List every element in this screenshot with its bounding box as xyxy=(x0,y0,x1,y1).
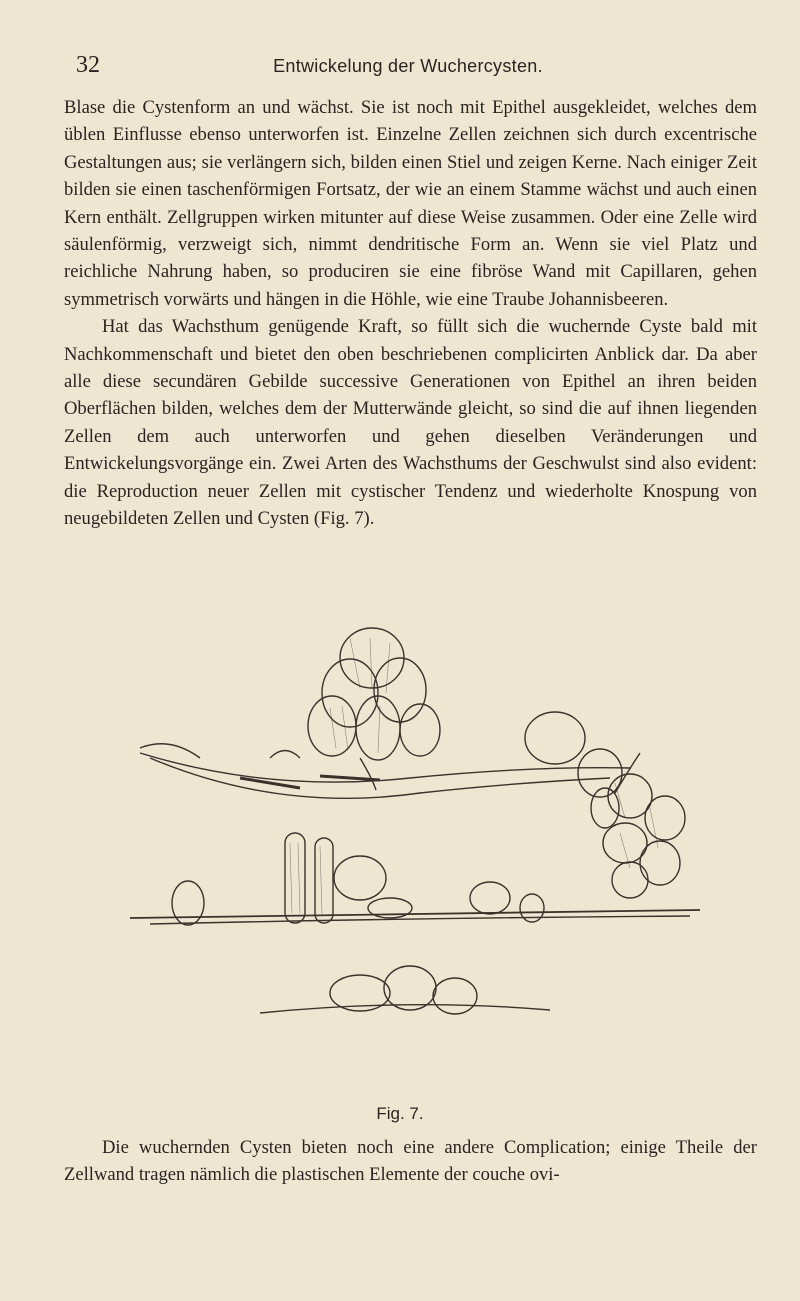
closing-text xyxy=(64,1134,757,1189)
paragraph-3: Die wuchernden Cysten bieten noch eine andere Complication; einige Theile der Zellwand tragen nämlich die plastischen Elemente der couche ovi- xyxy=(64,1137,757,1186)
page-number: 32 xyxy=(76,52,100,78)
figure-caption: Fig. 7. xyxy=(376,1104,424,1123)
body-text xyxy=(64,94,757,533)
running-title: Entwickelung der Wuchercysten. xyxy=(273,56,543,76)
paragraph-2: Hat das Wachsthum genügende Kraft, so füllt sich die wuchernde Cyste bald mit Nachkommenschaft und bietet den oben beschriebenen complicirten Anblick dar. Da aber alle diese secundären Gebilde successive Generationen von Epithel an ihren beiden Oberflächen bilden, welches dem der Mutterwände gleicht, so sind die auf ihnen liegenden Zellen dem auch unterworfen und gehen dieselben Veränderungen und Entwickelungsvorgänge ein. Zwei Arten des Wachsthums der Geschwulst sind also evident: die Reproduction neuer Zellen mit cystischer Tendenz und wiederholte Knospung von neugebildeten Zellen und Cysten (Fig. 7). xyxy=(64,316,757,530)
paragraph-1: Blase die Cystenform an und wächst. Sie ist noch mit Epithel ausgekleidet, welches dem üblen Einflusse ebenso unterworfen ist. Einzelne Zellen zeichnen sich durch excentrische Gestaltungen aus; sie verlängern sich, bilden einen Stiel und zeigen Kerne. Nach einiger Zeit bilden sie einen taschenförmigen Fortsatz, der wie an einem Stamme wächst und auch einen Kern enthält. Zellgruppen wirken mitunter auf diese Weise zusammen. Oder eine Zelle wird säulenförmig, verzweigt sich, nimmt dendritische Form an. Wenn sie viel Platz und reichliche Nahrung haben, so produciren sie eine fibröse Wand mit Capillaren, gehen symmetrisch vorwärts und hängen in die Höhle, wie eine Traube Johannisbeeren. xyxy=(64,97,757,310)
figure-7-illustration xyxy=(110,618,710,1078)
page-header xyxy=(76,52,740,84)
cyst-growth-engraving xyxy=(110,618,710,1078)
